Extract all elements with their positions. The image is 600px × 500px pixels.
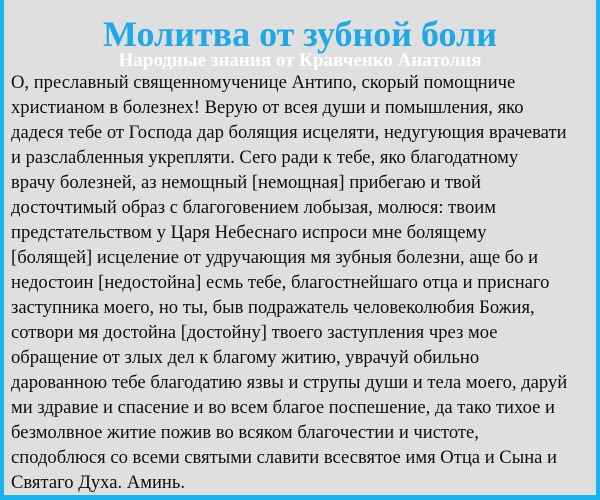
- prayer-line: дарованною тебе благодатию язвы и струпы души и тела моего, даруй: [11, 372, 568, 393]
- prayer-line: [болящей] исцеление от удручающия мя зубныя болезни, аще бо и: [11, 247, 539, 268]
- prayer-line: безмолвное житие пожив во всяком благочестии и чистоте,: [11, 422, 479, 443]
- prayer-line: христианом в болезнех! Верую от всея души и помышления, яко: [11, 97, 524, 118]
- prayer-line: дадеся тебе от Господа дар болящия исцеляти, недугующия врачевати: [11, 122, 567, 143]
- prayer-line: недостоин [недостойна] есмь тебе, благостнейшаго отца и приснаго: [11, 272, 550, 293]
- prayer-line: заступника моего, но ты, быв подражатель человеколюбия Божия,: [11, 297, 535, 318]
- prayer-line: О, преславный священномученице Антипо, скорый помощниче: [11, 72, 516, 93]
- prayer-line: и разслабленныя укрепляти. Сего ради к тебе, яко благодатному: [11, 147, 519, 168]
- page-title: Молитва от зубной боли: [102, 14, 497, 54]
- prayer-line: досточтимый образ с благоговением лобызая, молюся: твоим: [11, 197, 496, 218]
- prayer-line: обращение от злых дел к благому житию, уврачуй обильно: [11, 347, 480, 368]
- prayer-line: предстательством у Царя Небеснаго испроси мне болящему: [11, 222, 487, 243]
- watermark-text: Народные знания от Кравченко Анатолия: [118, 50, 482, 71]
- prayer-text: [11, 70, 593, 495]
- prayer-line: ми здравие и спасение и во всем благое поспешение, да тако тихое и: [11, 397, 555, 418]
- prayer-line: сотвори мя достойна [достойну] твоего заступления чрез мое: [11, 322, 498, 343]
- prayer-line: врачу болезней, аз немощный [немощная] прибегаю и твой: [11, 172, 481, 193]
- prayer-line: сподоблюся со всеми святыми славити всесвятое имя Отца и Сына и: [11, 447, 558, 468]
- prayer-line: Святаго Духа. Аминь.: [11, 472, 186, 493]
